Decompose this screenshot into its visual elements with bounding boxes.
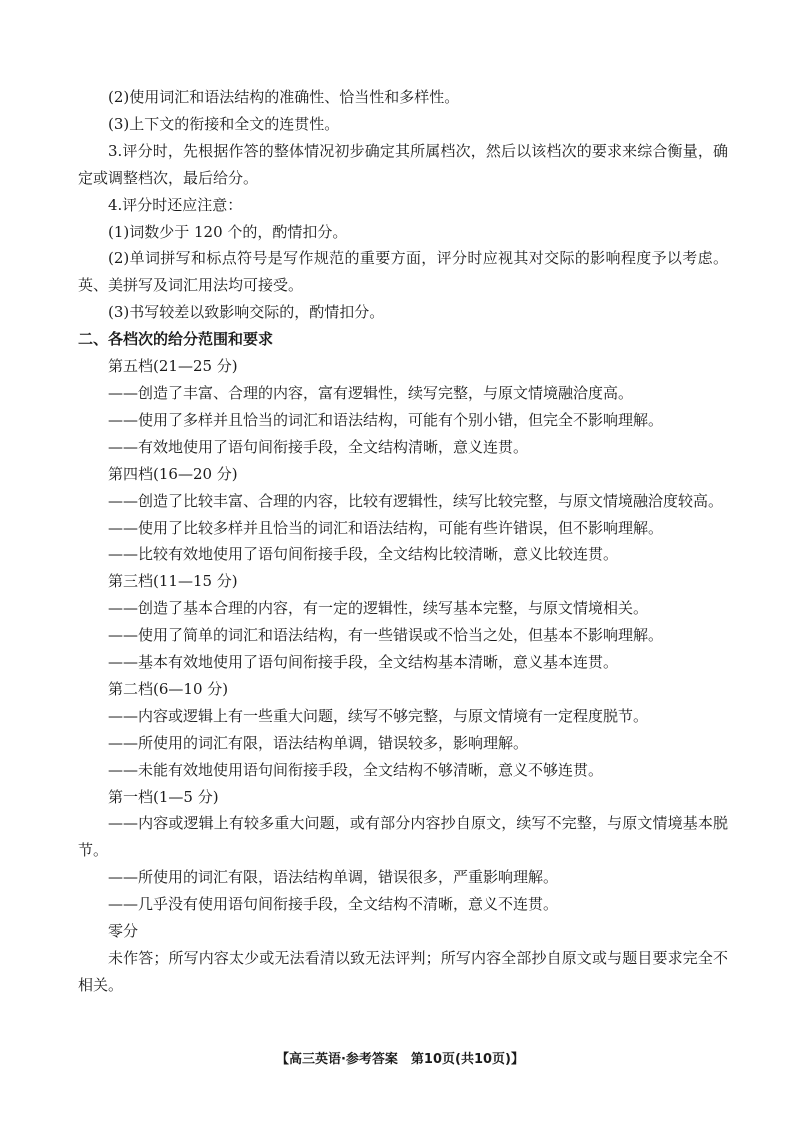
level-4-item: ——比较有效地使用了语句间衔接手段，全文结构比较清晰，意义比较连贯。 bbox=[108, 545, 619, 564]
level-1-item: ——所使用的词汇有限，语法结构单调，错误很多，严重影响理解。 bbox=[108, 868, 559, 887]
level-4-item: ——创造了比较丰富、合理的内容，比较有逻辑性，续写比较完整，与原文情境融洽度较高。 bbox=[108, 491, 724, 510]
level-2-title: 第二档(6—10 分) bbox=[108, 679, 229, 698]
level-3-item: ——创造了基本合理的内容，有一定的逻辑性，续写基本完整，与原文情境相关。 bbox=[108, 599, 649, 618]
scoring-step-3: 3.评分时，先根据作答的整体情况初步确定其所属档次，然后以该档次的要求来综合衡量，确定或调整档次，最后给分。 bbox=[78, 141, 728, 187]
level-1-item: ——几乎没有使用语句间衔接手段，全文结构不清晰，意义不连贯。 bbox=[108, 895, 559, 914]
note-1: (1)词数少于 120 个的，酌情扣分。 bbox=[108, 222, 348, 241]
level-2-item: ——所使用的词汇有限，语法结构单调，错误较多，影响理解。 bbox=[108, 733, 529, 752]
note-2: (2)单词拼写和标点符号是写作规范的重要方面，评分时应视其对交际的影响程度予以考虑。英、美拼写及词汇用法均可接受。 bbox=[78, 249, 728, 295]
level-5-item: ——使用了多样并且恰当的词汇和语法结构，可能有个别小错，但完全不影响理解。 bbox=[108, 410, 664, 429]
level-5-item: ——有效地使用了语句间衔接手段，全文结构清晰，意义连贯。 bbox=[108, 437, 529, 456]
zero-score-title: 零分 bbox=[108, 922, 139, 941]
level-3-title: 第三档(11—15 分) bbox=[108, 572, 238, 591]
level-2-item: ——未能有效地使用语句间衔接手段，全文结构不够清晰，意义不够连贯。 bbox=[108, 760, 604, 779]
criterion-3: (3)上下文的衔接和全文的连贯性。 bbox=[108, 114, 340, 133]
level-1-item: ——内容或逻辑上有较多重大问题，或有部分内容抄自原文，续写不完整，与原文情境基本脱节。 bbox=[78, 814, 728, 860]
level-3-item: ——基本有效地使用了语句间衔接手段，全文结构基本清晰，意义基本连贯。 bbox=[108, 653, 619, 672]
level-4-item: ——使用了比较多样并且恰当的词汇和语法结构，可能有些许错误，但不影响理解。 bbox=[108, 518, 664, 537]
level-4-title: 第四档(16—20 分) bbox=[108, 464, 238, 483]
level-2-item: ——内容或逻辑上有一些重大问题，续写不够完整，与原文情境有一定程度脱节。 bbox=[108, 706, 649, 725]
level-5-title: 第五档(21—25 分) bbox=[108, 357, 238, 376]
level-1-title: 第一档(1—5 分) bbox=[108, 787, 219, 806]
note-3: (3)书写较差以致影响交际的，酌情扣分。 bbox=[108, 303, 385, 322]
level-5-item: ——创造了丰富、合理的内容，富有逻辑性，续写完整，与原文情境融洽度高。 bbox=[108, 383, 634, 402]
criterion-2: (2)使用词汇和语法结构的准确性、恰当性和多样性。 bbox=[108, 88, 460, 106]
level-3-item: ——使用了简单的词汇和语法结构，有一些错误或不恰当之处，但基本不影响理解。 bbox=[108, 626, 664, 645]
zero-score-text: 未作答；所写内容太少或无法看清以致无法评判；所写内容全部抄自原文或与题目要求完全不相关。 bbox=[78, 949, 728, 994]
document-body bbox=[78, 84, 728, 999]
scoring-step-4-title: 4.评分时还应注意： bbox=[108, 195, 243, 214]
section-heading: 二、各档次的给分范围和要求 bbox=[78, 330, 274, 349]
page-footer: 【高三英语·参考答案 第10页(共10页)】 bbox=[275, 1052, 524, 1067]
